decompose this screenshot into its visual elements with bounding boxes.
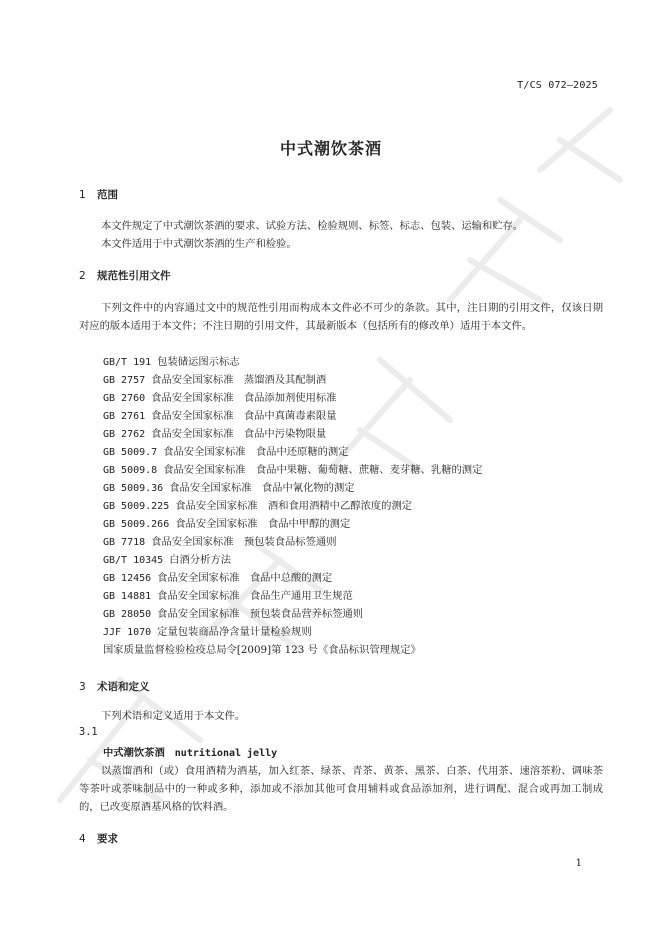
reference-code: JJF 1070 <box>103 627 152 638</box>
term-chinese: 中式潮饮茶酒 <box>103 747 165 759</box>
section-2-title: 规范性引用文件 <box>97 270 171 282</box>
section-1-title: 范围 <box>97 189 118 201</box>
reference-item <box>103 353 482 371</box>
standard-code: T/CS 072—2025 <box>517 80 598 91</box>
reference-title: 食品安全国家标准 食品中污染物限量 <box>151 428 327 440</box>
reference-title: 食品安全国家标准 食品中总酸的测定 <box>157 572 333 584</box>
reference-item <box>103 479 482 497</box>
reference-list <box>103 353 482 659</box>
section-1-heading <box>79 187 118 202</box>
reference-title: 食品安全国家标准 食品中果糖、葡萄糖、蔗糖、麦芽糖、乳糖的测定 <box>163 464 483 476</box>
reference-item <box>103 569 482 587</box>
reference-code: GB 5009.36 <box>103 483 164 494</box>
reference-code: GB 2760 <box>103 393 146 404</box>
reference-title: 食品安全国家标准 预包装食品标签通则 <box>151 536 337 548</box>
reference-item <box>103 371 482 389</box>
reference-code: GB 5009.7 <box>103 447 158 458</box>
reference-title: 包装储运图示标志 <box>157 356 240 368</box>
reference-item <box>103 461 482 479</box>
reference-title: 白酒分析方法 <box>169 554 231 566</box>
section-3-title: 术语和定义 <box>97 681 150 693</box>
section-3-number: 3 <box>79 681 86 693</box>
reference-title: 食品安全国家标准 食品添加剂使用标准 <box>151 392 337 404</box>
reference-item <box>103 407 482 425</box>
section-4-heading <box>79 831 118 846</box>
reference-code: GB 2757 <box>103 375 146 386</box>
reference-code: GB 12456 <box>103 573 152 584</box>
reference-title: 食品安全国家标准 食品中氰化物的测定 <box>169 482 355 494</box>
scope-paragraph-2: 本文件适用于中式潮饮茶酒的生产和检验。 <box>101 238 297 250</box>
term-entry <box>103 744 277 759</box>
reference-title: 食品安全国家标准 酒和食用酒精中乙醇浓度的测定 <box>175 500 413 512</box>
reference-code: GB 14881 <box>103 591 152 602</box>
scope-paragraph-1: 本文件规定了中式潮饮茶酒的要求、试验方法、检验规则、标签、标志、包装、运输和贮存。 <box>101 220 524 232</box>
reference-item <box>103 515 482 533</box>
reference-title: 食品安全国家标准 食品中甲醇的测定 <box>175 518 351 530</box>
reference-item <box>103 425 482 443</box>
reference-item <box>103 605 482 623</box>
normative-intro: 下列文件中的内容通过文中的规范性引用而构成本文件必不可少的条款。其中，注日期的引用文件，仅该日期对应的版本适用于本文件；不注日期的引用文件，其最新版本（包括所有的修改单）适用于本文件。 <box>79 302 603 332</box>
reference-item <box>103 443 482 461</box>
reference-item <box>103 497 482 515</box>
section-3-heading <box>79 679 150 694</box>
section-1-number: 1 <box>79 189 86 201</box>
section-4-title: 要求 <box>97 833 118 845</box>
document-title: 中式潮饮茶酒 <box>279 139 382 158</box>
term-definition: 以蒸馏酒和（或）食用酒精为酒基，加入红茶、绿茶、青茶、黄茶、黑茶、白茶、代用茶、速溶茶粉、调味茶等茶叶或茶味制品中的一种或多种，添加或不添加其他可食用辅料或食品添加剂，进行调配、混合或再加工制成的，已改变原酒基风格的饮料酒。 <box>79 765 603 813</box>
reference-title: 食品安全国家标准 食品中真菌毒素限量 <box>151 410 337 422</box>
subclause-number: 3.1 <box>79 726 98 738</box>
reference-title: 定量包装商品净含量计量检验规则 <box>157 626 312 638</box>
reference-title: 食品安全国家标准 预包装食品营养标签通则 <box>157 608 364 620</box>
reference-code: GB 5009.225 <box>103 501 170 512</box>
reference-code: GB/T 191 <box>103 357 152 368</box>
terms-intro: 下列术语和定义适用于本文件。 <box>101 710 246 722</box>
reference-title: 食品安全国家标准 食品中还原糖的测定 <box>163 446 349 458</box>
reference-code: GB 7718 <box>103 537 146 548</box>
reference-code: GB 5009.8 <box>103 465 158 476</box>
reference-title: 国家质量监督检验检疫总局令[2009]第 123 号《食品标识管理规定》 <box>103 644 421 656</box>
reference-code: GB 2762 <box>103 429 146 440</box>
reference-item <box>103 533 482 551</box>
reference-item <box>103 641 482 659</box>
reference-title: 食品安全国家标准 食品生产通用卫生规范 <box>157 590 353 602</box>
term-english: nutritional jelly <box>174 748 278 759</box>
reference-code: GB 28050 <box>103 609 152 620</box>
reference-code: GB 2761 <box>103 411 146 422</box>
reference-item <box>103 623 482 641</box>
reference-code: GB/T 10345 <box>103 555 164 566</box>
reference-code: GB 5009.266 <box>103 519 170 530</box>
reference-item <box>103 551 482 569</box>
reference-item <box>103 389 482 407</box>
section-2-heading <box>79 268 171 283</box>
reference-title: 食品安全国家标准 蒸馏酒及其配制酒 <box>151 374 327 386</box>
reference-item <box>103 587 482 605</box>
section-2-number: 2 <box>79 270 86 282</box>
section-4-number: 4 <box>79 833 86 845</box>
page-number: 1 <box>575 858 582 869</box>
